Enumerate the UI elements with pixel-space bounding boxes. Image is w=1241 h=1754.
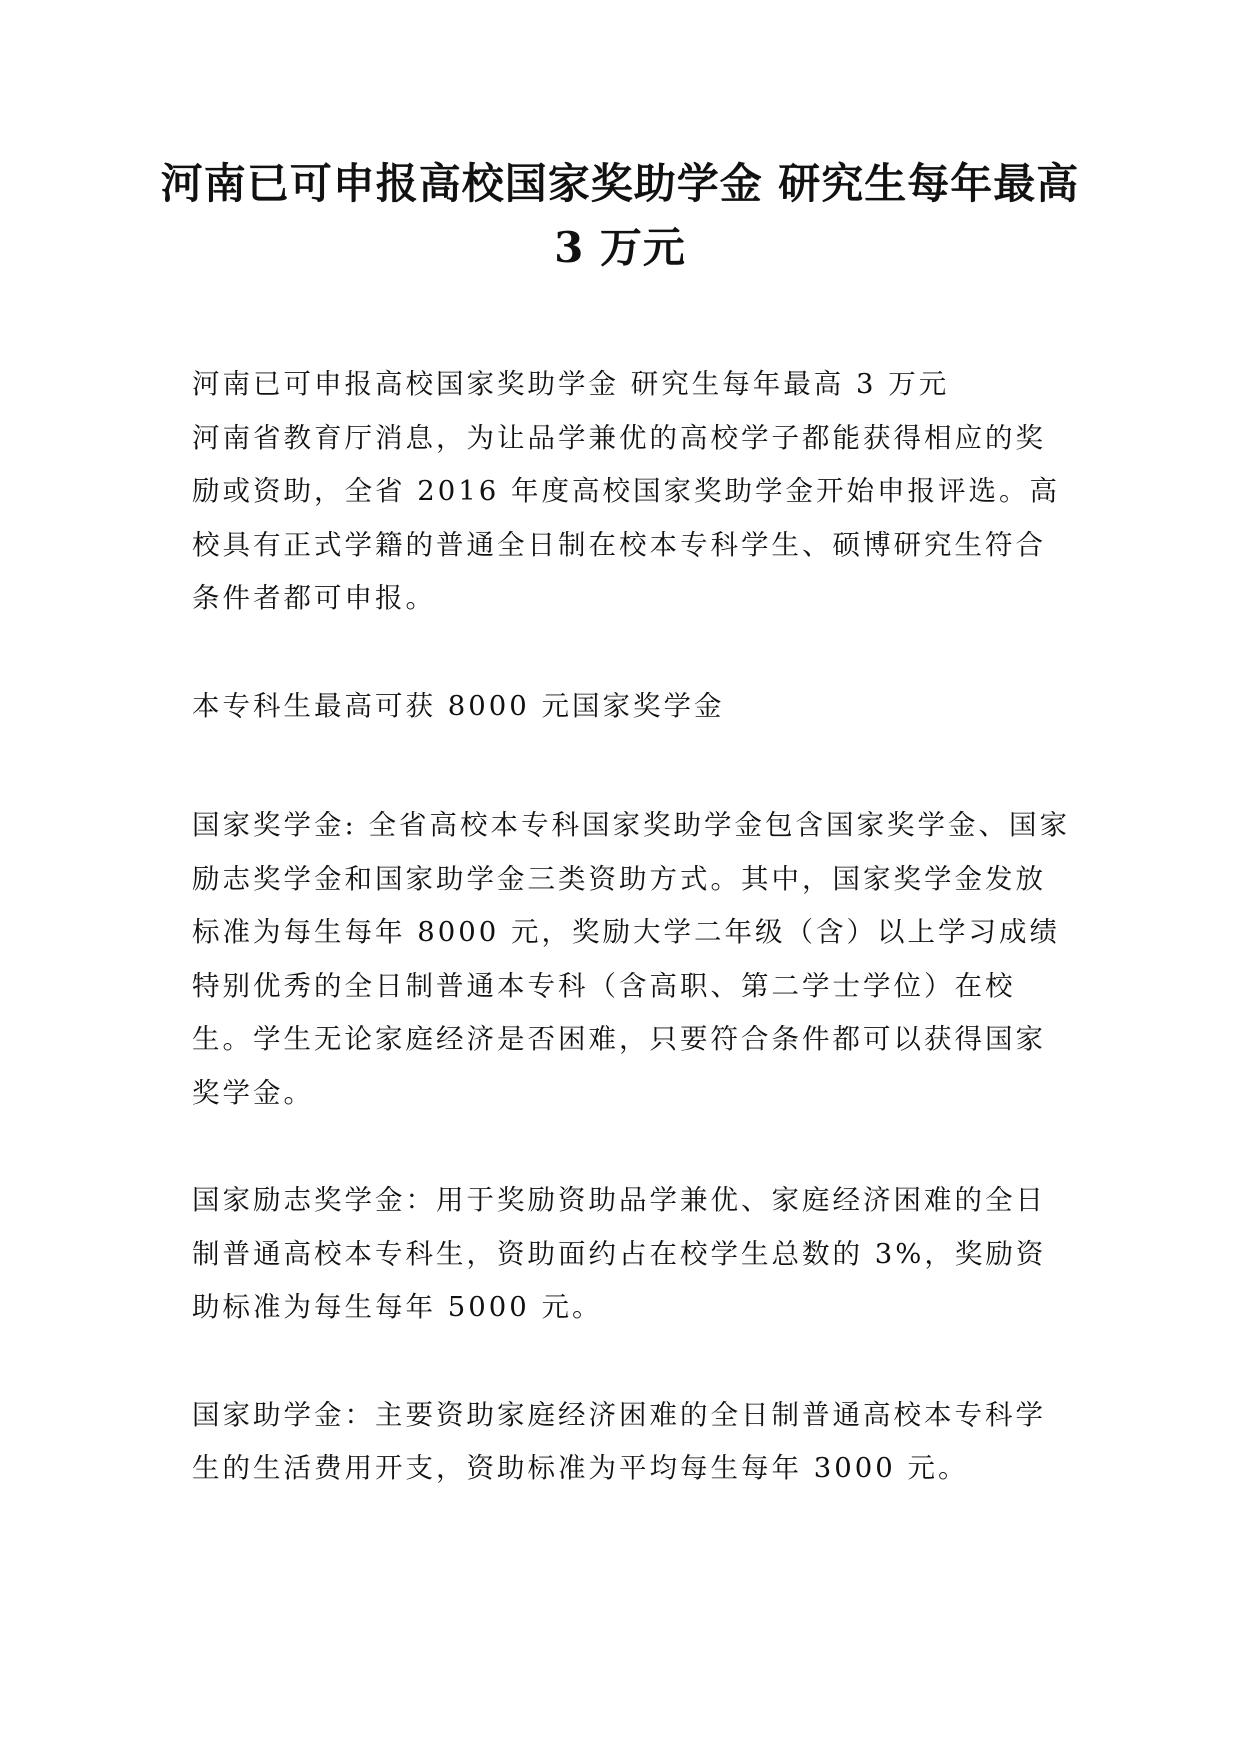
document-title: 河南已可申报高校国家奖助学金 研究生每年最高 3 万元 [160, 159, 1080, 272]
paragraph-headline: 河南已可申报高校国家奖助学金 研究生每年最高 3 万元 [192, 368, 950, 400]
paragraph-national-scholarship: 国家奖学金: 全省高校本专科国家奖助学金包含国家奖学金、国家励志奖学金和国家助学金三类资助方式。其中，国家奖学金发放标准为每生每年 8000 元，奖励大学二年级（含）以上学习成绩特别优秀的全日制普通本专科（含高职、第二学士学位）在校生。学生无论家庭经济是否困难，只要符合条件都可以获得国家奖学金。 [192, 809, 1071, 1109]
paragraph-intro: 河南省教育厅消息，为让品学兼优的高校学子都能获得相应的奖励或资助，全省 2016 年度高校国家奖助学金开始申报评选。高校具有正式学籍的普通全日制在校本专科学生、硕博研究生符合条件者都可申报。 [192, 421, 1060, 614]
paragraph-subheading: 本专科生最高可获 8000 元国家奖学金 [192, 689, 725, 722]
document-body [192, 358, 1072, 1496]
paragraph-national-grant: 国家助学金：主要资助家庭经济困难的全日制普通高校本专科学生的生活费用开支，资助标准为平均每生每年 3000 元。 [192, 1398, 1046, 1484]
paragraph-encouragement-scholarship: 国家励志奖学金：用于奖励资助品学兼优、家庭经济困难的全日制普通高校本专科生，资助面约占在校学生总数的 3%，奖励资助标准为每生每年 5000 元。 [192, 1184, 1047, 1323]
